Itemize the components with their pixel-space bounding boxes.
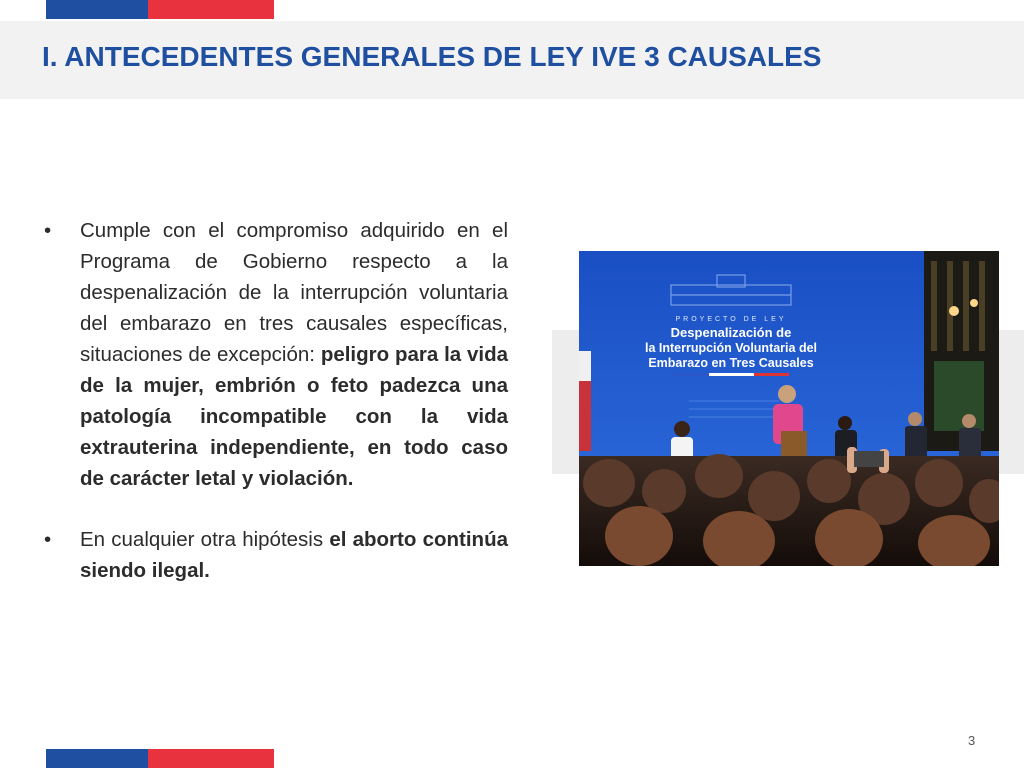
bullet-item-1 [44, 215, 508, 494]
banner-line-1: Despenalización de [670, 325, 792, 340]
top-red-bar [148, 0, 274, 19]
bullet-dot-icon: • [44, 528, 52, 551]
banner-line-3: Embarazo en Tres Causales [648, 356, 814, 370]
banner-small-text: PROYECTO DE LEY [675, 316, 787, 323]
top-blue-bar [46, 0, 148, 19]
bullet-2-bold-text: el aborto continúa siendo ilegal. [80, 528, 508, 582]
bullet-item-2 [44, 524, 508, 586]
bottom-red-bar [148, 749, 274, 768]
bullet-dot-icon: • [44, 219, 52, 242]
bullet-list [44, 215, 508, 586]
bullet-2-text: En cualquier otra hipótesis [80, 528, 330, 551]
bottom-blue-bar [46, 749, 148, 768]
page-number: 3 [968, 733, 976, 748]
event-photo [579, 251, 999, 566]
banner-line-2: la Interrupción Voluntaria del [644, 341, 818, 355]
bullet-1-bold-text: peligro para la vida de la mujer, embrión o feto padezca una patología incompatible con la vida extrauterina independiente, en todo caso de carácter letal y violación. [80, 343, 508, 490]
bullet-1-text: Cumple con el compromiso adquirido en el Programa de Gobierno respecto a la despenalización de la interrupción voluntaria del embarazo en tres causales específicas, situaciones de excepción: [80, 219, 508, 366]
slide-title: I. ANTECEDENTES GENERALES DE LEY IVE 3 CAUSALES [42, 41, 822, 72]
